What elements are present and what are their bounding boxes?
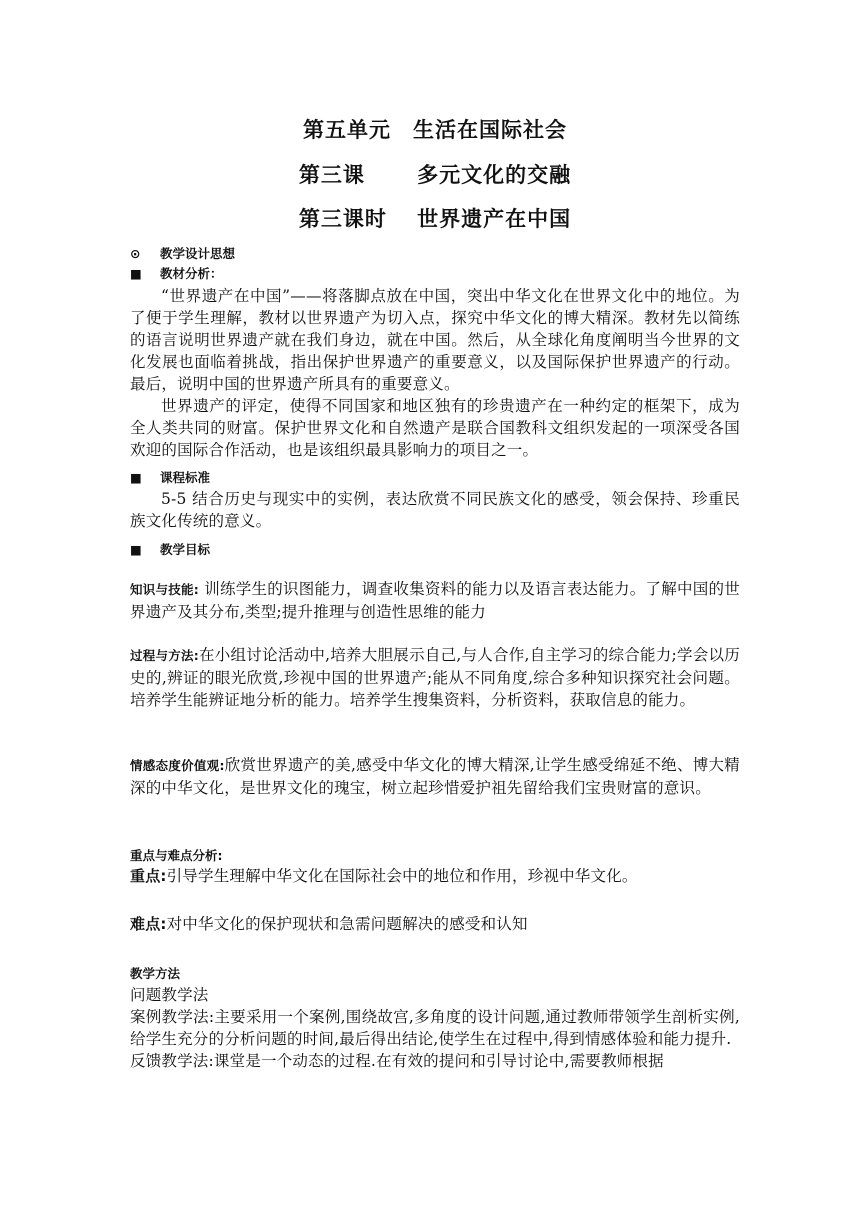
emotion-text: 欣赏世界遗产的美,感受中华文化的博大精深,让学生感受绵延不绝、博大精深的中华文化，是世界文化的瑰宝，树立起珍惜爱护祖先留给我们宝贵财富的意识。: [130, 756, 740, 797]
design-heading: [130, 244, 235, 262]
emotion-goal: [130, 754, 740, 799]
material-heading-text: 教材分析：: [160, 266, 223, 281]
standard-heading-text: 课程标准: [160, 470, 211, 485]
standard-section: [130, 488, 740, 532]
difficult-label: 难点:: [130, 915, 167, 933]
difficult-point: [130, 913, 740, 935]
method-problem: 问题教学法: [130, 986, 209, 1004]
square-bullet-icon: ■: [130, 470, 142, 485]
standard-text: 5-5 结合历史与现实中的实例，表达欣赏不同民族文化的感受，领会保持、珍重民族文化传统的意义。: [130, 490, 740, 530]
material-heading: [130, 264, 223, 282]
material-analysis: [130, 285, 740, 461]
process-text: 在小组讨论活动中,培养大胆展示自己,与人合作,自主学习的综合能力;学会以历史的,辨证的眼光欣赏,珍视中国的世界遗产;能从不同角度,综合多种知识探究社会问题。培养学生能辨证地分析的能力。培养学生搜集资料，分析资料，获取信息的能力。: [130, 646, 740, 709]
key-text: 引导学生理解中华文化在国际社会中的地位和作用，珍视中华文化。: [166, 867, 638, 885]
key-points-heading: 重点与难点分析:: [130, 848, 223, 863]
method-case: 案例教学法:主要采用一个案例,围绕故宫,多角度的设计问题,通过教师带领学生剖析实例,给学生充分的分析问题的时间,最后得出结论,使学生在过程中,得到情感体验和能力提升.: [130, 1008, 740, 1048]
standard-heading: [130, 468, 210, 486]
design-heading-text: 教学设计思想: [160, 246, 236, 261]
unit-title: 第五单元 生活在国际社会: [303, 118, 567, 142]
emotion-label: 情感态度价值观:: [130, 758, 225, 773]
key-label: 重点:: [130, 867, 167, 885]
square-bullet-icon: ■: [130, 266, 142, 281]
methods-heading: 教学方法: [130, 966, 181, 981]
period-title: 第三课时 世界遗产在中国: [298, 207, 572, 231]
process-goal: [130, 644, 740, 711]
knowledge-label: 知识与技能:: [130, 582, 200, 597]
key-point: [130, 865, 740, 887]
process-label: 过程与方法:: [130, 648, 199, 663]
goals-heading-text: 教学目标: [160, 542, 211, 557]
lesson-title: 第三课 多元文化的交融: [298, 163, 572, 187]
circle-dot-icon: ⊙: [130, 246, 141, 261]
difficult-text: 对中华文化的保护现状和急需问题解决的感受和认知: [166, 915, 528, 933]
goals-heading: [130, 540, 210, 558]
material-paragraph-2: 世界遗产的评定，使得不同国家和地区独有的珍贵遗产在一种约定的框架下，成为全人类共同的财富。保护世界文化和自然遗产是联合国教科文组织发起的一项深受各国欢迎的国际合作活动，也是该组织最具影响力的项目之一。: [130, 397, 740, 459]
knowledge-goal: [130, 578, 740, 623]
methods-section: [130, 984, 740, 1072]
material-paragraph-1: “世界遗产在中国”——将落脚点放在中国，突出中华文化在世界文化中的地位。为了便于学生理解，教材以世界遗产为切入点，探究中华文化的博大精深。教材先以简练的语言说明世界遗产就在我们身边，就在中国。然后，从全球化角度阐明当今世界的文化发展也面临着挑战，指出保护世界遗产的重要意义，以及国际保护世界遗产的行动。最后，说明中国的世界遗产所具有的重要意义。: [130, 287, 740, 393]
method-feedback: 反馈教学法:课堂是一个动态的过程.在有效的提问和引导讨论中,需要教师根据: [130, 1052, 664, 1070]
knowledge-text: 训练学生的识图能力，调查收集资料的能力以及语言表达能力。了解中国的世界遗产及其分布,类型;提升推理与创造性思维的能力: [130, 580, 741, 621]
square-bullet-icon: ■: [130, 542, 142, 557]
